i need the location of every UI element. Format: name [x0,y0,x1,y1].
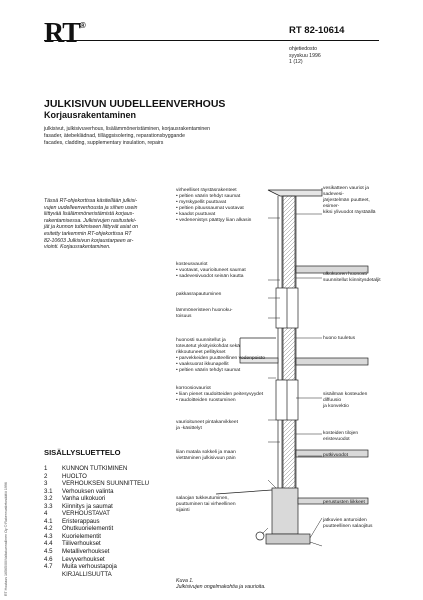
label-line: ulkokuoren huonosti [323,272,367,277]
keyword-line: fasader, ätebeklädnad, tilläggsisolering, reparationsbyggande [44,133,186,140]
label-title: virheelliset räystäsrakenteet [176,188,237,193]
toc-text: KIRJALLISUUTTA [62,570,112,578]
bullet-item: • liian pienet raudoitteiden peitesyvyydet [176,392,263,398]
label-line: lämmöneristeen huonoku- [176,308,233,313]
label-details [176,338,265,374]
intro-line: Tässä RT-ohjekortissa käsitellään julkisi- [44,198,138,204]
bullet-item: • kaadot puuttuvat [176,212,251,218]
plinth [272,488,298,534]
toc-item[interactable] [44,540,149,548]
toc-number: 4.3 [44,532,53,540]
toc-text: Kuorielementit [62,532,101,540]
label-line: puutteellinen salaojitus [323,524,373,529]
insulation-layer [283,196,295,534]
meta-line: 1 (12) [289,59,303,66]
intro-line: liittyvää lisälämmöneristämistä korjaus- [44,211,134,218]
toc-number: 4.4 [44,540,53,548]
document-meta [289,46,321,66]
label-line: sijainti [176,508,190,513]
intro-line: vujen uudelleenverhousta ja siihen usein [44,204,138,211]
toc-item[interactable] [44,488,149,496]
toc-number: 1 [44,465,48,472]
toc-item[interactable] [44,495,149,503]
toc-number: 3.1 [44,487,53,495]
toc-item[interactable] [44,548,149,556]
label-line: liian matala sokkeli ja maan [176,450,236,455]
table-of-contents [44,465,149,578]
bullet-item: • peltien väärin tehdyt saumat [176,368,265,374]
meta-line: syyskuu 1996 [289,52,321,59]
label-line: sisäilman kosteuden diffuusio [323,392,368,403]
toc-item[interactable] [44,533,149,541]
toc-text: VERHOUSTAVAT [62,510,110,518]
label-plinth [176,450,236,462]
toc-item[interactable] [44,510,149,518]
label-line: toisuus [176,314,192,319]
caption-line: Kuva 1. [176,578,194,584]
toc-text: Kiinnitys ja saumat [62,502,113,510]
intro-line: viointi. Korjausrakentaminen. [44,244,111,251]
toc-number: 4.7 [44,563,53,571]
label-foundation: perustusten liikkeet [323,500,365,505]
label-indoor-leaks: kosteiden tilojen eristevuodot [323,431,359,442]
toc-number [44,571,62,579]
label-line: viettäminen julkisivuun päin [176,456,236,461]
toc-item[interactable] [44,525,149,533]
toc-number: 3.3 [44,502,53,510]
toc-text: Vanha ulkokuori [62,495,106,503]
label-title: korroosiovauriot [176,386,211,391]
bullet-item: • peltien väärin tehdyt saumat [176,194,251,200]
label-line: vesikatteen vauriot ja sadevesi- [323,186,369,197]
toc-item[interactable] [44,480,149,488]
label-line: salaojan tukkeutuminen, [176,496,229,501]
intro-line: esitetty tarkemmin RT-ohjekortissa RT [44,230,132,237]
toc-text: Eristerappaus [62,517,100,525]
label-line: kiksi ylivuodot räystäällä [323,210,376,215]
label-title: kosteusvauriot [176,262,208,267]
floor-slab [296,358,368,365]
label-plaster: pakkasrapautuminen [176,292,222,297]
leader-line [262,528,268,534]
label-line: suunnitellut kiinnitysdetaljit [323,278,381,283]
intro-line: 82-10603 Julkisivun korjaustarpeen ar- [44,237,134,244]
toc-heading: SISÄLLYSLUETTELO [44,448,121,457]
meta-line: ohjetiedosto [289,46,317,52]
toc-item[interactable] [44,556,149,564]
registered-mark: ® [79,21,85,30]
toc-text: Metalliverhoukset [62,548,110,556]
bullet-item: • vuotavat, vaurioituneet saumat [176,268,246,274]
label-frost [323,518,372,530]
keywords [44,126,210,148]
page-title: JULKISIVUN UUDELLEENVERHOUS [44,98,226,110]
label-outer-leaf [323,272,381,284]
label-line: vaurioituneet pintakarvikkeet [176,420,238,425]
intro-line: rakentamisessa. Julkisivujen rasitusteki- [44,217,137,224]
bullet-item: • myrskypellit puuttuvat [176,200,251,206]
toc-item[interactable] [44,518,149,526]
label-line: puuttuminen tai virheellinen [176,502,236,507]
vertical-footer-text: RT Houtaus 16565/00/Valtakunnallinen Oy © Rakennustietosäätiö 1996 [4,482,8,596]
toc-item[interactable] [44,503,149,511]
label-gutter [323,186,381,216]
toc-text: KUNNON TUTKIMINEN [62,465,128,472]
bullet-item: • vedenenistys päättyy liian alkasin [176,218,251,224]
leader-line [268,480,276,488]
keyword-line: facades, cladding, supplementary insulation, repairs [44,140,164,147]
toc-number: 4.2 [44,525,53,533]
toc-number: 4.5 [44,548,53,556]
toc-text: Verhouksen valinta [62,487,114,495]
toc-text: HUOLTO [62,472,87,480]
toc-number: 4.1 [44,517,53,525]
toc-text: Tiiliverhoukset [62,540,101,548]
bullet-item: • peltien pituussaumat vuotavat [176,206,251,212]
toc-text: Ohutkuorielementit [62,525,114,533]
rt-logo-text: RT [44,18,80,49]
label-flashing [176,188,251,224]
intro-line: jät ja kunnon tutkimiseen liittyvät asiat on [44,224,139,231]
toc-number: 4 [44,510,48,518]
page-subtitle: Korjausrakentaminen [44,110,137,120]
toc-number: 4.6 [44,555,53,563]
rt-logo [44,20,85,48]
label-joints [176,262,246,280]
toc-item[interactable] [44,465,149,473]
toc-item[interactable] [44,473,149,481]
figure-caption [176,578,266,591]
facade-section-figure [176,188,381,576]
toc-text: Muita verhoustapoja [62,563,117,571]
label-line: ja -käsittelyt [176,426,202,431]
label-line: ja konvektio [323,404,349,409]
bullet-item: • parvekkeiden puutteellinen vedenpoisto [176,356,265,362]
label-corrosion [176,386,263,404]
bullet-item: • vaaksuorat ikkunapellit [176,362,265,368]
label-thermal-bridge [176,308,233,320]
label-pipes: putkivuodot [323,453,349,458]
label-line: huonosti suunnitellut ja [176,338,226,343]
leader-line [310,542,322,546]
footing [266,534,310,544]
header-rule [44,40,379,41]
toc-number: 2 [44,472,48,480]
toc-item[interactable] [44,563,149,571]
intro-paragraph [44,198,160,251]
toc-item[interactable] [44,571,149,579]
eave-slab [268,190,322,196]
bullet-item: • sadevesivuodot seinän kautta [176,274,246,280]
leader-line [310,518,322,538]
label-line: järjestelmän puutteet, esimer- [323,198,370,209]
label-drainage [176,496,236,514]
keyword-line: julkisivut, julkisivuverhous, lisälämmöneristäminen, korjausrakentaminen [44,126,211,132]
toc-text: VERHOUKSEN SUUNNITTELU [62,480,150,488]
bullet-item: • raudoitteiden ruostuminen [176,398,263,404]
label-line: rikkoutuneet pellitykset [176,350,226,355]
label-coatings [176,420,238,432]
toc-number: 3 [44,480,48,488]
toc-number: 3.2 [44,495,53,503]
caption-line: Julkisivujen ongelmakohtia ja vaurioita. [176,584,266,591]
label-moisture [323,392,381,410]
label-ventilation: huono tuuletus [323,336,356,341]
label-line: jatkuvien anturoiden [323,518,367,523]
ground-line [216,490,272,494]
document-id: RT 82-10614 [289,25,345,36]
toc-text: Levyverhoukset [62,555,105,563]
label-line: toteutetut yksityiskohdat sekä [176,344,240,349]
